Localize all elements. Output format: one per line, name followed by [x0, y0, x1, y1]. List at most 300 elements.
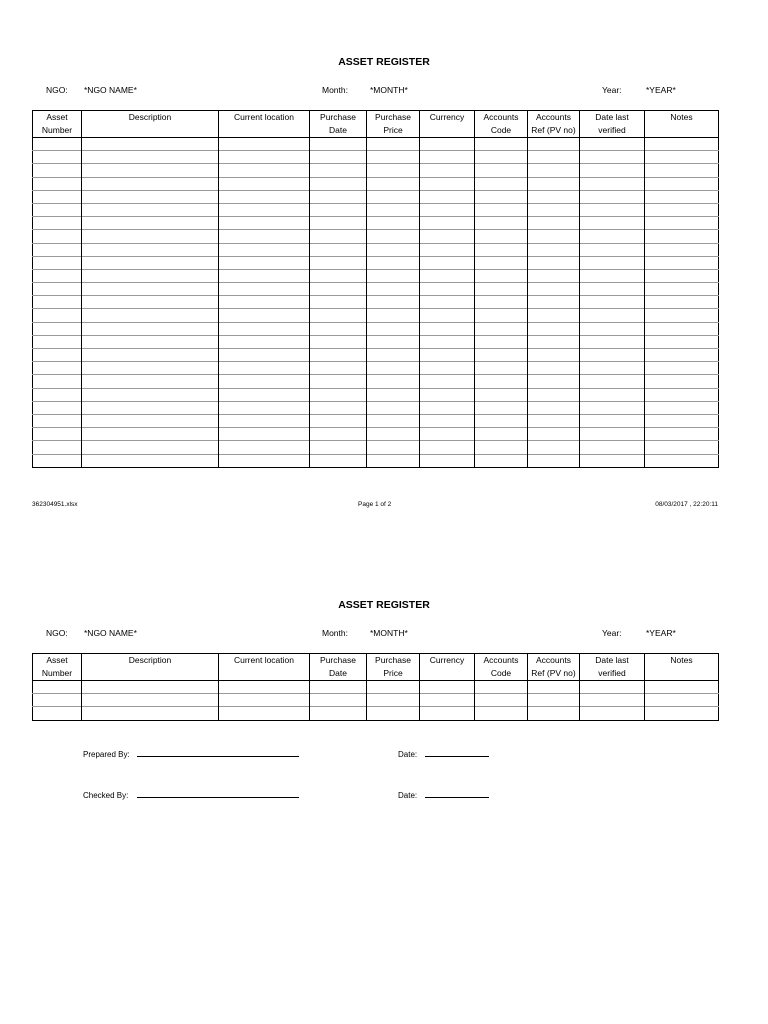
table-cell[interactable]	[219, 296, 310, 309]
table-cell[interactable]	[33, 269, 82, 282]
table-cell[interactable]	[420, 707, 475, 720]
table-row	[33, 243, 719, 256]
table-cell[interactable]	[310, 414, 367, 427]
table-cell[interactable]	[82, 217, 219, 230]
table-cell[interactable]	[310, 362, 367, 375]
table-cell[interactable]	[310, 164, 367, 177]
table-cell[interactable]	[310, 428, 367, 441]
table-cell[interactable]	[475, 296, 528, 309]
table-cell[interactable]	[367, 203, 420, 216]
table-cell[interactable]	[580, 375, 645, 388]
table-cell[interactable]	[367, 322, 420, 335]
table-cell[interactable]	[33, 414, 82, 427]
table-row	[33, 230, 719, 243]
table-cell[interactable]	[367, 414, 420, 427]
table-cell[interactable]	[420, 681, 475, 694]
table-cell[interactable]	[82, 428, 219, 441]
table-cell[interactable]	[580, 694, 645, 707]
table-row	[33, 322, 719, 335]
table-cell[interactable]	[310, 217, 367, 230]
table-cell[interactable]	[33, 138, 82, 151]
table-cell[interactable]	[528, 454, 580, 467]
table-cell[interactable]	[475, 362, 528, 375]
table-cell[interactable]	[580, 177, 645, 190]
table-cell[interactable]	[310, 335, 367, 348]
table-cell[interactable]	[580, 230, 645, 243]
table-cell[interactable]	[219, 177, 310, 190]
table-cell[interactable]	[33, 707, 82, 720]
table-cell[interactable]	[310, 283, 367, 296]
table-cell[interactable]	[219, 151, 310, 164]
table-cell[interactable]	[219, 269, 310, 282]
table-cell[interactable]	[420, 401, 475, 414]
table-cell[interactable]	[580, 362, 645, 375]
table-cell[interactable]	[580, 414, 645, 427]
table-cell[interactable]	[219, 414, 310, 427]
table-cell[interactable]	[420, 243, 475, 256]
table-cell[interactable]	[528, 217, 580, 230]
table-cell[interactable]	[528, 283, 580, 296]
table-cell[interactable]	[33, 362, 82, 375]
table-cell[interactable]	[580, 322, 645, 335]
table-cell[interactable]	[645, 401, 719, 414]
table-cell[interactable]	[420, 335, 475, 348]
table-cell[interactable]	[33, 283, 82, 296]
page2-title: ASSET REGISTER	[338, 599, 430, 611]
table-cell[interactable]	[580, 203, 645, 216]
table-cell[interactable]	[219, 217, 310, 230]
column-header-line1: Accounts	[536, 655, 571, 665]
table-cell[interactable]	[475, 375, 528, 388]
table-cell[interactable]	[367, 256, 420, 269]
table-cell[interactable]	[82, 243, 219, 256]
table-cell[interactable]	[310, 454, 367, 467]
column-header-line1: Date last	[595, 655, 629, 665]
table-cell[interactable]	[528, 230, 580, 243]
table-cell[interactable]	[528, 151, 580, 164]
table-cell[interactable]	[310, 694, 367, 707]
table-cell[interactable]	[367, 138, 420, 151]
table-cell[interactable]	[310, 375, 367, 388]
table-cell[interactable]	[475, 190, 528, 203]
table-cell[interactable]	[420, 694, 475, 707]
table-cell[interactable]	[33, 454, 82, 467]
table-cell[interactable]	[645, 309, 719, 322]
table-cell[interactable]	[580, 707, 645, 720]
table-cell[interactable]	[367, 707, 420, 720]
table-cell[interactable]	[367, 309, 420, 322]
table-cell[interactable]	[420, 388, 475, 401]
column-header-line1: Purchase	[320, 655, 356, 665]
table-cell[interactable]	[645, 164, 719, 177]
table-cell[interactable]	[420, 283, 475, 296]
table-cell[interactable]	[219, 401, 310, 414]
table-cell[interactable]	[367, 269, 420, 282]
table-cell[interactable]	[33, 217, 82, 230]
table-cell[interactable]	[219, 707, 310, 720]
table-cell[interactable]	[475, 243, 528, 256]
column-header-line1: Current location	[233, 655, 294, 665]
table-cell[interactable]	[367, 388, 420, 401]
table-cell[interactable]	[33, 335, 82, 348]
table-cell[interactable]	[420, 138, 475, 151]
table-cell[interactable]	[310, 309, 367, 322]
table-cell[interactable]	[420, 414, 475, 427]
table-cell[interactable]	[82, 375, 219, 388]
table-cell[interactable]	[219, 283, 310, 296]
table-cell[interactable]	[528, 296, 580, 309]
table-cell[interactable]	[367, 441, 420, 454]
table-cell[interactable]	[33, 388, 82, 401]
table-cell[interactable]	[528, 243, 580, 256]
table-cell[interactable]	[82, 190, 219, 203]
date-line[interactable]	[425, 756, 489, 757]
table-cell[interactable]	[475, 441, 528, 454]
table-cell[interactable]	[82, 138, 219, 151]
table-cell[interactable]	[82, 203, 219, 216]
table-cell[interactable]	[475, 177, 528, 190]
table-cell[interactable]	[82, 441, 219, 454]
table-cell[interactable]	[528, 309, 580, 322]
table-cell[interactable]	[310, 388, 367, 401]
table-cell[interactable]	[310, 441, 367, 454]
table-cell[interactable]	[310, 349, 367, 362]
table-cell[interactable]	[475, 256, 528, 269]
table-cell[interactable]	[420, 309, 475, 322]
table-cell[interactable]	[367, 164, 420, 177]
table-cell[interactable]	[475, 151, 528, 164]
table-cell[interactable]	[580, 138, 645, 151]
table-cell[interactable]	[310, 203, 367, 216]
ngo-value: *NGO NAME*	[84, 628, 137, 638]
table-cell[interactable]	[420, 151, 475, 164]
table-cell[interactable]	[219, 388, 310, 401]
table-cell[interactable]	[82, 694, 219, 707]
table-cell[interactable]	[367, 375, 420, 388]
table-cell[interactable]	[33, 694, 82, 707]
table-cell[interactable]	[475, 401, 528, 414]
column-header-line1: Purchase	[320, 112, 356, 122]
table-cell[interactable]	[310, 151, 367, 164]
table-cell[interactable]	[475, 349, 528, 362]
table-cell[interactable]	[310, 681, 367, 694]
table-cell[interactable]	[420, 362, 475, 375]
table-cell[interactable]	[645, 243, 719, 256]
table-cell[interactable]	[580, 349, 645, 362]
table-cell[interactable]	[420, 256, 475, 269]
table-cell[interactable]	[82, 681, 219, 694]
table-cell[interactable]	[580, 454, 645, 467]
table-cell[interactable]	[33, 164, 82, 177]
table-cell[interactable]	[475, 388, 528, 401]
table-cell[interactable]	[645, 256, 719, 269]
table-cell[interactable]	[219, 428, 310, 441]
table-cell[interactable]	[645, 296, 719, 309]
table-cell[interactable]	[475, 203, 528, 216]
table-cell[interactable]	[33, 203, 82, 216]
table-cell[interactable]	[33, 309, 82, 322]
table-cell[interactable]	[82, 322, 219, 335]
table-cell[interactable]	[219, 335, 310, 348]
table-cell[interactable]	[528, 362, 580, 375]
table-cell[interactable]	[367, 230, 420, 243]
table-cell[interactable]	[367, 296, 420, 309]
table-cell[interactable]	[310, 230, 367, 243]
table-cell[interactable]	[420, 190, 475, 203]
table-cell[interactable]	[420, 375, 475, 388]
table-cell[interactable]	[580, 217, 645, 230]
table-cell[interactable]	[82, 388, 219, 401]
table-cell[interactable]	[580, 151, 645, 164]
table-cell[interactable]	[367, 681, 420, 694]
column-header-line1: Description	[128, 655, 172, 665]
table-cell[interactable]	[310, 707, 367, 720]
table-cell[interactable]	[528, 322, 580, 335]
table-cell[interactable]	[420, 177, 475, 190]
table-cell[interactable]	[82, 454, 219, 467]
table-cell[interactable]	[645, 217, 719, 230]
table-cell[interactable]	[82, 707, 219, 720]
table-cell[interactable]	[580, 335, 645, 348]
table-cell[interactable]	[528, 203, 580, 216]
table-cell[interactable]	[33, 230, 82, 243]
date-line[interactable]	[425, 797, 489, 798]
table-cell[interactable]	[475, 164, 528, 177]
table-cell[interactable]	[645, 375, 719, 388]
table-cell[interactable]	[367, 217, 420, 230]
table-cell[interactable]	[645, 681, 719, 694]
table-cell[interactable]	[33, 151, 82, 164]
table-cell[interactable]	[82, 414, 219, 427]
table-cell[interactable]	[528, 164, 580, 177]
table-cell[interactable]	[219, 243, 310, 256]
table-cell[interactable]	[645, 283, 719, 296]
table-cell[interactable]	[33, 322, 82, 335]
table-cell[interactable]	[645, 322, 719, 335]
table-cell[interactable]	[475, 269, 528, 282]
table-cell[interactable]	[367, 428, 420, 441]
table-cell[interactable]	[528, 335, 580, 348]
table-cell[interactable]	[645, 454, 719, 467]
table-cell[interactable]	[219, 230, 310, 243]
table-cell[interactable]	[475, 454, 528, 467]
table-cell[interactable]	[475, 230, 528, 243]
table-cell[interactable]	[367, 177, 420, 190]
table-cell[interactable]	[82, 177, 219, 190]
table-cell[interactable]	[580, 309, 645, 322]
column-header-line2	[645, 667, 718, 680]
table-cell[interactable]	[82, 256, 219, 269]
table-cell[interactable]	[645, 349, 719, 362]
table-cell[interactable]	[645, 414, 719, 427]
table-cell[interactable]	[219, 309, 310, 322]
table-cell[interactable]	[528, 349, 580, 362]
table-cell[interactable]	[367, 454, 420, 467]
table-cell[interactable]	[528, 388, 580, 401]
table-cell[interactable]	[367, 349, 420, 362]
table-cell[interactable]	[420, 203, 475, 216]
table-cell[interactable]	[420, 349, 475, 362]
table-cell[interactable]	[528, 177, 580, 190]
table-cell[interactable]	[475, 217, 528, 230]
table-cell[interactable]	[475, 414, 528, 427]
table-cell[interactable]	[82, 230, 219, 243]
table-cell[interactable]	[475, 681, 528, 694]
table-cell[interactable]	[420, 441, 475, 454]
table-cell[interactable]	[420, 230, 475, 243]
table-cell[interactable]	[219, 190, 310, 203]
table-cell[interactable]	[475, 707, 528, 720]
table-cell[interactable]	[528, 401, 580, 414]
table-cell[interactable]	[82, 164, 219, 177]
table-cell[interactable]	[82, 349, 219, 362]
table-cell[interactable]	[367, 283, 420, 296]
table-cell[interactable]	[219, 256, 310, 269]
table-cell[interactable]	[645, 138, 719, 151]
table-cell[interactable]	[475, 335, 528, 348]
table-cell[interactable]	[528, 694, 580, 707]
table-cell[interactable]	[33, 243, 82, 256]
table-cell[interactable]	[367, 362, 420, 375]
table-cell[interactable]	[528, 414, 580, 427]
table-cell[interactable]	[219, 694, 310, 707]
table-cell[interactable]	[33, 190, 82, 203]
table-cell[interactable]	[33, 177, 82, 190]
table-cell[interactable]	[645, 428, 719, 441]
table-cell[interactable]	[420, 322, 475, 335]
table-cell[interactable]	[580, 401, 645, 414]
table-cell[interactable]	[367, 694, 420, 707]
table-cell[interactable]	[310, 322, 367, 335]
table-cell[interactable]	[528, 707, 580, 720]
table-cell[interactable]	[645, 362, 719, 375]
table-cell[interactable]	[310, 256, 367, 269]
table-cell[interactable]	[33, 401, 82, 414]
table-cell[interactable]	[33, 349, 82, 362]
checked-by-signature-line[interactable]	[137, 797, 299, 798]
prepared-by-signature-line[interactable]	[137, 756, 299, 757]
table-cell[interactable]	[645, 335, 719, 348]
table-cell[interactable]	[528, 681, 580, 694]
table-cell[interactable]	[645, 388, 719, 401]
table-cell[interactable]	[33, 441, 82, 454]
table-cell[interactable]	[420, 164, 475, 177]
table-cell[interactable]	[580, 190, 645, 203]
table-cell[interactable]	[475, 309, 528, 322]
table-cell[interactable]	[367, 401, 420, 414]
table-cell[interactable]	[82, 309, 219, 322]
footer-datetime: 08/03/2017 , 22:20:11	[655, 501, 718, 508]
table-cell[interactable]	[310, 269, 367, 282]
table-cell[interactable]	[219, 454, 310, 467]
table-cell[interactable]	[367, 151, 420, 164]
table-cell[interactable]	[420, 296, 475, 309]
table-cell[interactable]	[33, 428, 82, 441]
table-cell[interactable]	[82, 335, 219, 348]
table-cell[interactable]	[82, 362, 219, 375]
table-cell[interactable]	[310, 190, 367, 203]
table-cell[interactable]	[645, 694, 719, 707]
table-cell[interactable]	[219, 322, 310, 335]
table-cell[interactable]	[219, 349, 310, 362]
table-cell[interactable]	[310, 243, 367, 256]
table-cell[interactable]	[645, 190, 719, 203]
table-cell[interactable]	[33, 681, 82, 694]
table-cell[interactable]	[82, 269, 219, 282]
table-cell[interactable]	[82, 296, 219, 309]
column-header-line2	[82, 667, 218, 680]
table-cell[interactable]	[420, 269, 475, 282]
table-row	[33, 283, 719, 296]
table-cell[interactable]	[367, 190, 420, 203]
table-cell[interactable]	[580, 296, 645, 309]
table-cell[interactable]	[528, 190, 580, 203]
table-cell[interactable]	[645, 177, 719, 190]
table-cell[interactable]	[420, 454, 475, 467]
table-cell[interactable]	[475, 428, 528, 441]
table-cell[interactable]	[367, 243, 420, 256]
table-cell[interactable]	[33, 256, 82, 269]
table-cell[interactable]	[420, 217, 475, 230]
table-cell[interactable]	[580, 269, 645, 282]
table-cell[interactable]	[580, 428, 645, 441]
table-cell[interactable]	[475, 138, 528, 151]
table-cell[interactable]	[645, 203, 719, 216]
table-cell[interactable]	[580, 441, 645, 454]
table-cell[interactable]	[219, 164, 310, 177]
table-cell[interactable]	[475, 283, 528, 296]
table-cell[interactable]	[219, 681, 310, 694]
table-cell[interactable]	[528, 269, 580, 282]
table-cell[interactable]	[219, 441, 310, 454]
table-cell[interactable]	[310, 401, 367, 414]
table-cell[interactable]	[420, 428, 475, 441]
table-cell[interactable]	[645, 151, 719, 164]
table-cell[interactable]	[580, 681, 645, 694]
table-cell[interactable]	[528, 428, 580, 441]
table-cell[interactable]	[219, 362, 310, 375]
table-cell[interactable]	[580, 388, 645, 401]
table-cell[interactable]	[475, 322, 528, 335]
table-cell[interactable]	[219, 203, 310, 216]
table-row	[33, 217, 719, 230]
table-cell[interactable]	[645, 230, 719, 243]
table-cell[interactable]	[310, 296, 367, 309]
table-cell[interactable]	[528, 138, 580, 151]
table-cell[interactable]	[580, 243, 645, 256]
table-cell[interactable]	[528, 375, 580, 388]
table-cell[interactable]	[367, 335, 420, 348]
table-cell[interactable]	[310, 138, 367, 151]
table-cell[interactable]	[82, 151, 219, 164]
table-cell[interactable]	[528, 441, 580, 454]
table-cell[interactable]	[580, 256, 645, 269]
table-cell[interactable]	[580, 283, 645, 296]
table-cell[interactable]	[645, 269, 719, 282]
table-cell[interactable]	[219, 375, 310, 388]
table-cell[interactable]	[310, 177, 367, 190]
table-cell[interactable]	[219, 138, 310, 151]
table-cell[interactable]	[580, 164, 645, 177]
table-cell[interactable]	[82, 401, 219, 414]
table-cell[interactable]	[528, 256, 580, 269]
table-cell[interactable]	[33, 375, 82, 388]
table-cell[interactable]	[33, 296, 82, 309]
table-cell[interactable]	[645, 441, 719, 454]
table-cell[interactable]	[475, 694, 528, 707]
table-cell[interactable]	[82, 283, 219, 296]
table-cell[interactable]	[645, 707, 719, 720]
